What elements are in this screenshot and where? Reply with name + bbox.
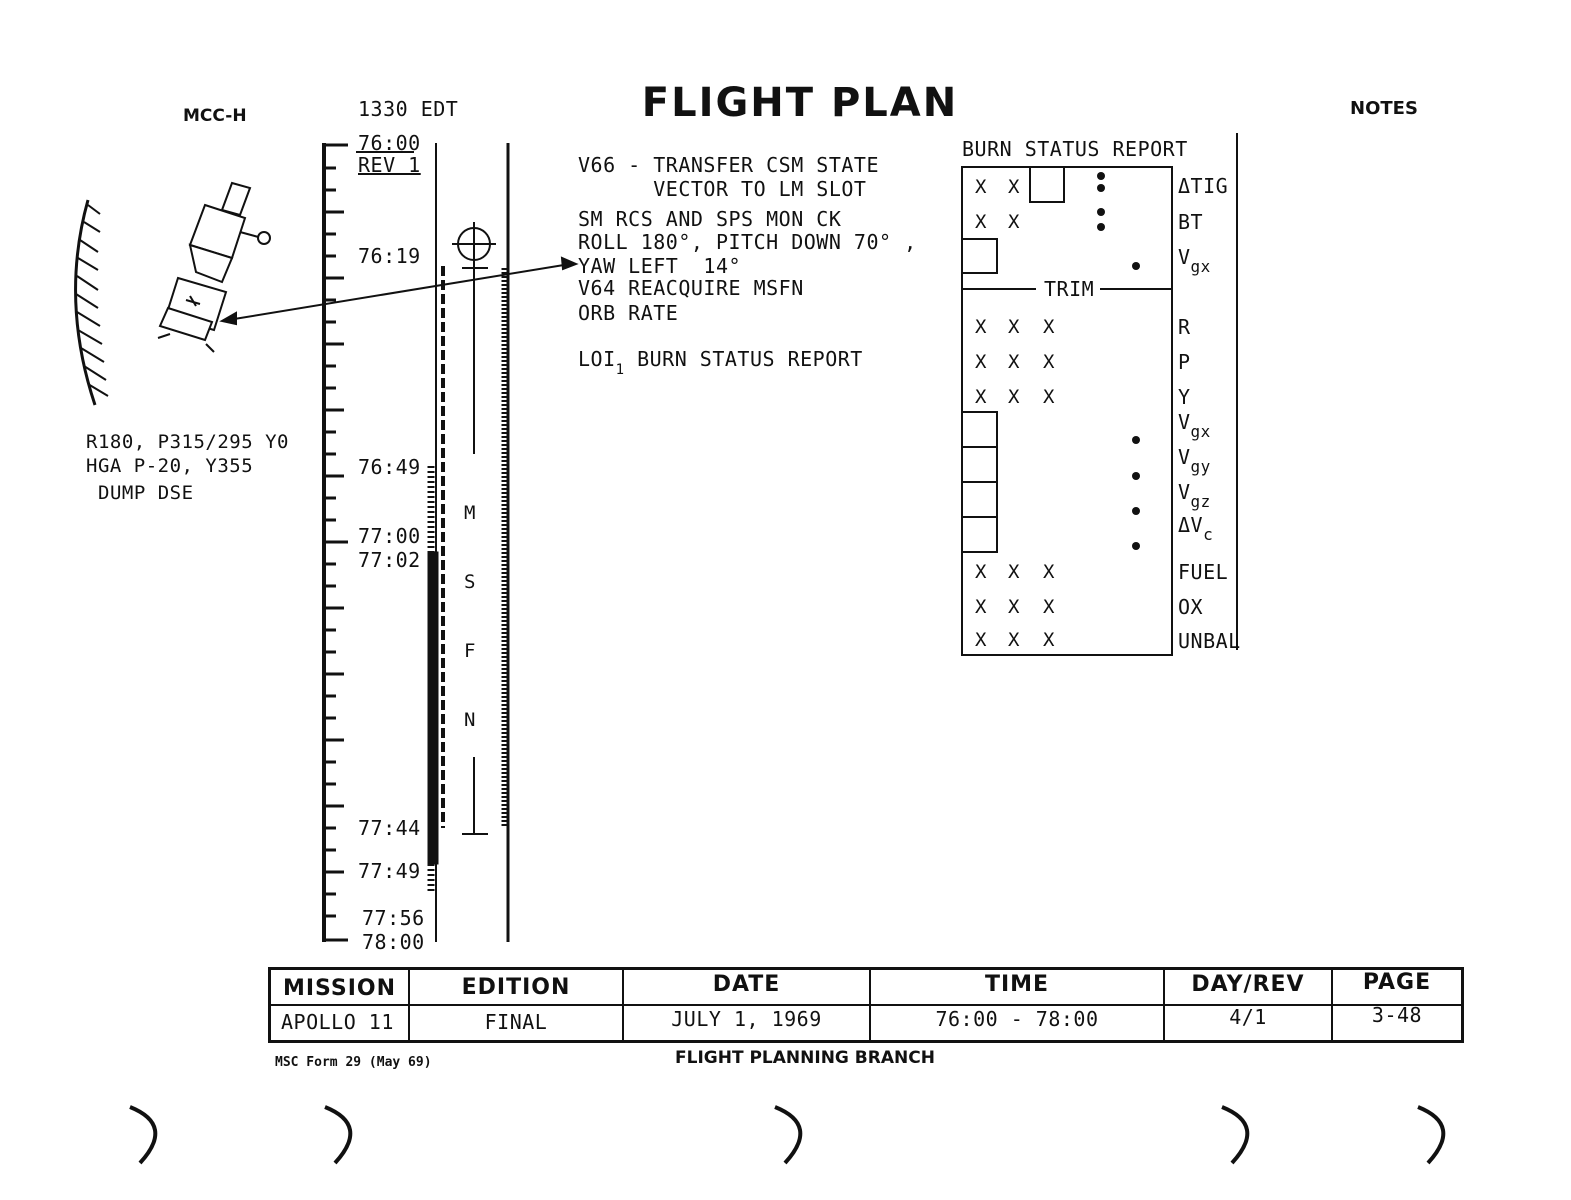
activity-line: SM RCS AND SPS MON CK xyxy=(578,207,842,231)
label-fuel: FUEL xyxy=(1178,560,1229,584)
x-mark: X xyxy=(1043,629,1055,651)
tick-label: 77:49 xyxy=(358,859,421,883)
activity-line: V66 - TRANSFER CSM STATE xyxy=(578,153,879,177)
tick-label: 76:49 xyxy=(358,455,421,479)
form-number: MSC Form 29 (May 69) xyxy=(275,1055,432,1070)
label-unbal: UNBAL xyxy=(1178,629,1241,653)
label-vgx-trim: $V_{gx}$ xyxy=(1178,410,1211,441)
footer-edition: EDITION FINAL xyxy=(408,970,622,1040)
tick-label: 77:02 xyxy=(358,548,421,572)
label-vgz: $V_{gz}$ xyxy=(1178,480,1211,511)
tick-label: 78:00 xyxy=(362,930,425,954)
x-mark: X xyxy=(975,561,987,583)
x-mark: X xyxy=(1008,386,1020,408)
tick-label: 76:19 xyxy=(358,244,421,268)
label-ox: OX xyxy=(1178,595,1204,619)
tick-label: 77:56 xyxy=(362,906,425,930)
x-mark: X xyxy=(1043,386,1055,408)
x-mark: X xyxy=(1008,596,1020,618)
x-mark: X xyxy=(1008,629,1020,651)
label-vgx: $V_{gx}$ xyxy=(1178,245,1211,276)
label-delta-tig: ΔTIG xyxy=(1178,174,1229,198)
binder-holes xyxy=(0,1095,1571,1175)
label-delta-vc: $\Delta V_c$ xyxy=(1178,513,1214,544)
activity-line: ORB RATE xyxy=(578,301,679,325)
label-bt: BT xyxy=(1178,210,1204,234)
x-mark: X xyxy=(1043,351,1055,373)
attitude-note: R180, P315/295 Y0 xyxy=(86,431,289,453)
x-mark: X xyxy=(1008,316,1020,338)
notes-heading: NOTES xyxy=(1350,98,1418,119)
time-zone-label: 1330 EDT xyxy=(358,97,459,121)
x-mark: X xyxy=(1043,596,1055,618)
footer-table xyxy=(268,967,1464,1043)
hga-note: HGA P-20, Y355 xyxy=(86,455,254,477)
activity-line: YAW LEFT 14° xyxy=(578,254,742,278)
x-mark: X xyxy=(1043,316,1055,338)
x-mark: X xyxy=(975,176,987,198)
label-y: Y xyxy=(1178,385,1191,409)
x-mark: X xyxy=(975,316,987,338)
loi-burn-status-line: $LOI_1$ BURN STATUS REPORT xyxy=(578,347,863,378)
x-mark: X xyxy=(975,596,987,618)
label-p: P xyxy=(1178,350,1191,374)
dse-note: DUMP DSE xyxy=(98,482,194,504)
footer-page: PAGE 3-48 xyxy=(1331,970,1461,1040)
footer-mission: MISSION APOLLO 11 xyxy=(281,976,397,1034)
station-label: MCC-H xyxy=(183,106,247,126)
label-vgy: $V_{gy}$ xyxy=(1178,445,1211,476)
label-r: R xyxy=(1178,315,1191,339)
activity-line: V64 REACQUIRE MSFN xyxy=(578,276,804,300)
activity-line: ROLL 180°, PITCH DOWN 70° , xyxy=(578,230,917,254)
x-mark: X xyxy=(1008,561,1020,583)
tick-label: 77:00 xyxy=(358,524,421,548)
x-mark: X xyxy=(1008,351,1020,373)
trim-label: TRIM xyxy=(1040,277,1098,301)
footer-time: TIME 76:00 - 78:00 xyxy=(869,970,1163,1040)
x-mark: X xyxy=(975,386,987,408)
tick-label: 77:44 xyxy=(358,816,421,840)
rev-label: REV 1 xyxy=(358,153,421,177)
activity-line: VECTOR TO LM SLOT xyxy=(578,177,867,201)
footer-date: DATE JULY 1, 1969 xyxy=(622,970,869,1040)
x-mark: X xyxy=(975,351,987,373)
msfn-label: M S F N xyxy=(464,454,488,757)
x-mark: X xyxy=(1008,176,1020,198)
burn-status-title: BURN STATUS REPORT xyxy=(962,137,1188,161)
x-mark: X xyxy=(1008,211,1020,233)
timeline-start-label: 76:00 xyxy=(358,131,421,155)
footer-dayrev: DAY/REV 4/1 xyxy=(1163,970,1331,1040)
x-mark: X xyxy=(975,629,987,651)
page-title: FLIGHT PLAN xyxy=(641,80,959,126)
x-mark: X xyxy=(1043,561,1055,583)
x-mark: X xyxy=(975,211,987,233)
branch-label: FLIGHT PLANNING BRANCH xyxy=(675,1048,935,1068)
